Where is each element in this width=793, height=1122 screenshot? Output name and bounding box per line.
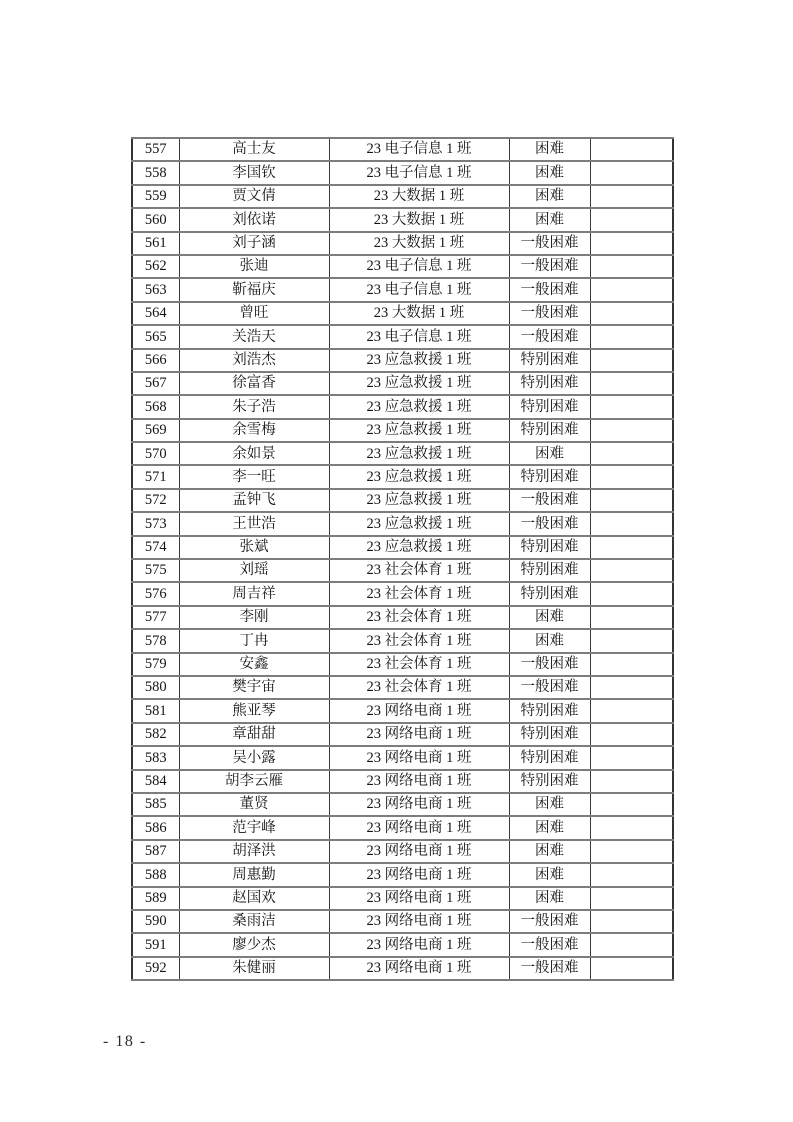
class-cell: 23 电子信息 1 班 [329, 161, 509, 184]
class-cell: 23 电子信息 1 班 [329, 278, 509, 301]
index-cell: 573 [132, 512, 179, 535]
difficulty-level-cell: 一般困难 [509, 232, 590, 255]
difficulty-level-cell: 困难 [509, 793, 590, 816]
class-cell: 23 应急救援 1 班 [329, 536, 509, 559]
remark-cell [590, 278, 673, 301]
class-cell: 23 网络电商 1 班 [329, 863, 509, 886]
remark-cell [590, 933, 673, 956]
index-cell: 589 [132, 887, 179, 910]
name-cell: 朱健丽 [179, 957, 329, 980]
index-cell: 559 [132, 185, 179, 208]
difficulty-level-cell: 一般困难 [509, 933, 590, 956]
class-cell: 23 大数据 1 班 [329, 185, 509, 208]
class-cell: 23 电子信息 1 班 [329, 255, 509, 278]
class-cell: 23 大数据 1 班 [329, 208, 509, 231]
name-cell: 董贤 [179, 793, 329, 816]
index-cell: 565 [132, 325, 179, 348]
remark-cell [590, 559, 673, 582]
class-cell: 23 大数据 1 班 [329, 302, 509, 325]
table-row [132, 138, 673, 161]
table-row [132, 723, 673, 746]
table-row [132, 770, 673, 793]
table-row [132, 746, 673, 769]
table-row [132, 395, 673, 418]
remark-cell [590, 676, 673, 699]
name-cell: 余如景 [179, 442, 329, 465]
index-cell: 584 [132, 770, 179, 793]
remark-cell [590, 723, 673, 746]
difficulty-level-cell: 一般困难 [509, 653, 590, 676]
index-cell: 558 [132, 161, 179, 184]
difficulty-level-cell: 一般困难 [509, 910, 590, 933]
name-cell: 王世浩 [179, 512, 329, 535]
name-cell: 廖少杰 [179, 933, 329, 956]
table-row [132, 278, 673, 301]
remark-cell [590, 349, 673, 372]
class-cell: 23 电子信息 1 班 [329, 138, 509, 161]
name-cell: 朱子浩 [179, 395, 329, 418]
class-cell: 23 电子信息 1 班 [329, 325, 509, 348]
name-cell: 李刚 [179, 606, 329, 629]
table-row [132, 793, 673, 816]
remark-cell [590, 606, 673, 629]
name-cell: 丁冉 [179, 629, 329, 652]
index-cell: 578 [132, 629, 179, 652]
index-cell: 570 [132, 442, 179, 465]
difficulty-level-cell: 特别困难 [509, 699, 590, 722]
difficulty-level-cell: 特别困难 [509, 372, 590, 395]
index-cell: 583 [132, 746, 179, 769]
index-cell: 572 [132, 489, 179, 512]
index-cell: 588 [132, 863, 179, 886]
table-row [132, 887, 673, 910]
difficulty-level-cell: 特别困难 [509, 582, 590, 605]
remark-cell [590, 653, 673, 676]
index-cell: 575 [132, 559, 179, 582]
difficulty-level-cell: 一般困难 [509, 278, 590, 301]
table-row [132, 606, 673, 629]
remark-cell [590, 840, 673, 863]
remark-cell [590, 395, 673, 418]
class-cell: 23 网络电商 1 班 [329, 816, 509, 839]
table-body [132, 138, 673, 980]
table-row [132, 840, 673, 863]
index-cell: 586 [132, 816, 179, 839]
difficulty-level-cell: 困难 [509, 208, 590, 231]
class-cell: 23 社会体育 1 班 [329, 582, 509, 605]
difficulty-level-cell: 困难 [509, 161, 590, 184]
table-row [132, 442, 673, 465]
difficulty-level-cell: 困难 [509, 606, 590, 629]
class-cell: 23 网络电商 1 班 [329, 793, 509, 816]
index-cell: 564 [132, 302, 179, 325]
table-row [132, 185, 673, 208]
index-cell: 591 [132, 933, 179, 956]
index-cell: 577 [132, 606, 179, 629]
difficulty-level-cell: 困难 [509, 840, 590, 863]
remark-cell [590, 957, 673, 980]
class-cell: 23 社会体育 1 班 [329, 629, 509, 652]
remark-cell [590, 629, 673, 652]
table-row [132, 957, 673, 980]
table-row [132, 302, 673, 325]
index-cell: 568 [132, 395, 179, 418]
class-cell: 23 社会体育 1 班 [329, 653, 509, 676]
name-cell: 张迪 [179, 255, 329, 278]
name-cell: 刘瑶 [179, 559, 329, 582]
class-cell: 23 网络电商 1 班 [329, 723, 509, 746]
remark-cell [590, 208, 673, 231]
class-cell: 23 应急救援 1 班 [329, 419, 509, 442]
name-cell: 赵国欢 [179, 887, 329, 910]
remark-cell [590, 887, 673, 910]
index-cell: 563 [132, 278, 179, 301]
name-cell: 刘浩杰 [179, 349, 329, 372]
index-cell: 592 [132, 957, 179, 980]
difficulty-level-cell: 特别困难 [509, 770, 590, 793]
name-cell: 桑雨洁 [179, 910, 329, 933]
table-row [132, 325, 673, 348]
index-cell: 569 [132, 419, 179, 442]
name-cell: 关浩天 [179, 325, 329, 348]
name-cell: 安鑫 [179, 653, 329, 676]
name-cell: 熊亚琴 [179, 699, 329, 722]
difficulty-level-cell: 困难 [509, 138, 590, 161]
difficulty-level-cell: 困难 [509, 863, 590, 886]
name-cell: 周吉祥 [179, 582, 329, 605]
remark-cell [590, 699, 673, 722]
name-cell: 刘依诺 [179, 208, 329, 231]
table-row [132, 349, 673, 372]
class-cell: 23 社会体育 1 班 [329, 606, 509, 629]
remark-cell [590, 910, 673, 933]
index-cell: 585 [132, 793, 179, 816]
name-cell: 李国钦 [179, 161, 329, 184]
remark-cell [590, 442, 673, 465]
difficulty-level-cell: 一般困难 [509, 489, 590, 512]
class-cell: 23 网络电商 1 班 [329, 933, 509, 956]
remark-cell [590, 138, 673, 161]
table-row [132, 653, 673, 676]
difficulty-level-cell: 特别困难 [509, 536, 590, 559]
remark-cell [590, 582, 673, 605]
difficulty-level-cell: 一般困难 [509, 302, 590, 325]
name-cell: 胡李云雁 [179, 770, 329, 793]
table-row [132, 255, 673, 278]
remark-cell [590, 489, 673, 512]
difficulty-level-cell: 困难 [509, 442, 590, 465]
class-cell: 23 应急救援 1 班 [329, 349, 509, 372]
index-cell: 580 [132, 676, 179, 699]
remark-cell [590, 770, 673, 793]
name-cell: 李一旺 [179, 465, 329, 488]
class-cell: 23 网络电商 1 班 [329, 746, 509, 769]
difficulty-level-cell: 特别困难 [509, 395, 590, 418]
index-cell: 576 [132, 582, 179, 605]
difficulty-level-cell: 一般困难 [509, 255, 590, 278]
name-cell: 胡泽洪 [179, 840, 329, 863]
index-cell: 590 [132, 910, 179, 933]
class-cell: 23 社会体育 1 班 [329, 559, 509, 582]
remark-cell [590, 863, 673, 886]
name-cell: 曾旺 [179, 302, 329, 325]
remark-cell [590, 419, 673, 442]
table-row [132, 910, 673, 933]
class-cell: 23 社会体育 1 班 [329, 676, 509, 699]
name-cell: 吴小露 [179, 746, 329, 769]
table-row [132, 512, 673, 535]
table-row [132, 582, 673, 605]
remark-cell [590, 325, 673, 348]
remark-cell [590, 372, 673, 395]
difficulty-level-cell: 困难 [509, 629, 590, 652]
table-row [132, 419, 673, 442]
name-cell: 张斌 [179, 536, 329, 559]
difficulty-level-cell: 特别困难 [509, 746, 590, 769]
table-row [132, 699, 673, 722]
remark-cell [590, 161, 673, 184]
name-cell: 周惠勤 [179, 863, 329, 886]
name-cell: 徐富香 [179, 372, 329, 395]
index-cell: 560 [132, 208, 179, 231]
class-cell: 23 网络电商 1 班 [329, 957, 509, 980]
class-cell: 23 应急救援 1 班 [329, 395, 509, 418]
index-cell: 566 [132, 349, 179, 372]
difficulty-level-cell: 特别困难 [509, 723, 590, 746]
remark-cell [590, 232, 673, 255]
name-cell: 樊宇宙 [179, 676, 329, 699]
remark-cell [590, 816, 673, 839]
name-cell: 范宇峰 [179, 816, 329, 839]
remark-cell [590, 302, 673, 325]
difficulty-level-cell: 特别困难 [509, 349, 590, 372]
class-cell: 23 网络电商 1 班 [329, 910, 509, 933]
difficulty-level-cell: 困难 [509, 816, 590, 839]
index-cell: 582 [132, 723, 179, 746]
table-row [132, 559, 673, 582]
class-cell: 23 应急救援 1 班 [329, 512, 509, 535]
name-cell: 余雪梅 [179, 419, 329, 442]
page-number: - 18 - [103, 1033, 147, 1050]
table-row [132, 208, 673, 231]
class-cell: 23 网络电商 1 班 [329, 699, 509, 722]
index-cell: 587 [132, 840, 179, 863]
table-row [132, 629, 673, 652]
class-cell: 23 大数据 1 班 [329, 232, 509, 255]
remark-cell [590, 255, 673, 278]
table-row [132, 863, 673, 886]
index-cell: 574 [132, 536, 179, 559]
name-cell: 靳福庆 [179, 278, 329, 301]
index-cell: 562 [132, 255, 179, 278]
difficulty-level-cell: 一般困难 [509, 676, 590, 699]
table-row [132, 536, 673, 559]
name-cell: 章甜甜 [179, 723, 329, 746]
remark-cell [590, 793, 673, 816]
name-cell: 刘子涵 [179, 232, 329, 255]
remark-cell [590, 512, 673, 535]
index-cell: 579 [132, 653, 179, 676]
table-row [132, 372, 673, 395]
index-cell: 561 [132, 232, 179, 255]
table-row [132, 489, 673, 512]
class-cell: 23 网络电商 1 班 [329, 840, 509, 863]
class-cell: 23 应急救援 1 班 [329, 465, 509, 488]
table-row [132, 933, 673, 956]
difficulty-level-cell: 特别困难 [509, 559, 590, 582]
student-aid-table [131, 137, 674, 981]
difficulty-level-cell: 一般困难 [509, 325, 590, 348]
remark-cell [590, 746, 673, 769]
table-row [132, 676, 673, 699]
name-cell: 贾文倩 [179, 185, 329, 208]
index-cell: 557 [132, 138, 179, 161]
difficulty-level-cell: 一般困难 [509, 512, 590, 535]
index-cell: 571 [132, 465, 179, 488]
class-cell: 23 应急救援 1 班 [329, 372, 509, 395]
class-cell: 23 网络电商 1 班 [329, 770, 509, 793]
table-row [132, 161, 673, 184]
table-row [132, 232, 673, 255]
class-cell: 23 应急救援 1 班 [329, 489, 509, 512]
remark-cell [590, 465, 673, 488]
difficulty-level-cell: 特别困难 [509, 419, 590, 442]
difficulty-level-cell: 困难 [509, 887, 590, 910]
name-cell: 孟钟飞 [179, 489, 329, 512]
index-cell: 567 [132, 372, 179, 395]
table-row [132, 465, 673, 488]
difficulty-level-cell: 特别困难 [509, 465, 590, 488]
class-cell: 23 网络电商 1 班 [329, 887, 509, 910]
remark-cell [590, 185, 673, 208]
index-cell: 581 [132, 699, 179, 722]
difficulty-level-cell: 困难 [509, 185, 590, 208]
table-row [132, 816, 673, 839]
remark-cell [590, 536, 673, 559]
name-cell: 高士友 [179, 138, 329, 161]
difficulty-level-cell: 一般困难 [509, 957, 590, 980]
class-cell: 23 应急救援 1 班 [329, 442, 509, 465]
